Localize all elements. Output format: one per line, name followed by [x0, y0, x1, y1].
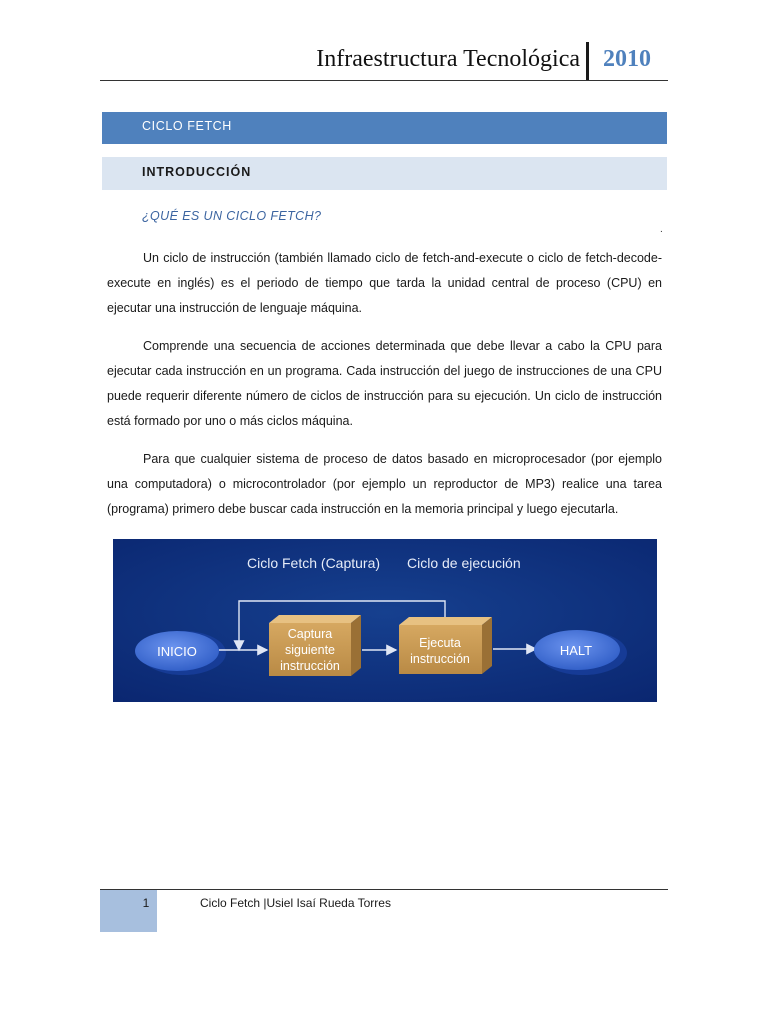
paragraph-3: Para que cualquier sistema de proceso de datos basado en microprocesador (por ejemplo una computadora) o microcontrolador (por ejemplo un reproductor de MP3) realice una tarea (programa) primero debe buscar cada instrucción en la memoria principal y luego ejecutarla.	[107, 452, 662, 516]
section-title-band	[102, 112, 667, 144]
header-rule	[100, 80, 668, 81]
header-year: 2010	[603, 46, 651, 72]
fetch-box-line-1: Captura	[287, 627, 333, 641]
label-fetch-cycle: Ciclo Fetch (Captura)	[247, 555, 381, 571]
execute-box	[399, 617, 492, 674]
fetch-box	[269, 615, 361, 676]
subsection-band	[102, 157, 667, 190]
label-execution-cycle: Ciclo de ejecución	[407, 555, 521, 571]
fetch-cycle-diagram	[113, 539, 657, 702]
start-label: INICIO	[157, 644, 197, 659]
fetch-box-line-2: siguiente	[284, 643, 336, 657]
footer-text: Ciclo Fetch |Usiel Isaí Rueda Torres	[200, 896, 391, 910]
footer-rule	[100, 889, 668, 890]
execute-box-line-1: Ejecuta	[419, 636, 461, 650]
end-label: HALT	[559, 643, 593, 658]
header-separator	[586, 42, 589, 80]
page-number: 1	[142, 896, 150, 910]
question-heading: ¿QUÉ ES UN CICLO FETCH?	[142, 209, 322, 223]
stray-dot: .	[660, 224, 663, 235]
paragraph-1: Un ciclo de instrucción (también llamado ciclo de fetch-and-execute o ciclo de fetch-decode-execute en inglés) es el periodo de tiempo que tarda la unidad central de proceso (CPU) en ejecutar una instrucción de lenguaje máquina.	[107, 251, 662, 315]
header-title: Infraestructura Tecnológica	[316, 46, 580, 72]
section-title: CICLO FETCH	[142, 119, 232, 133]
fetch-box-line-3: instrucción	[280, 659, 340, 673]
execute-box-line-2: instrucción	[410, 652, 470, 666]
diagram-background	[113, 539, 657, 702]
subsection-title: INTRODUCCIÓN	[142, 165, 252, 179]
paragraph-2: Comprende una secuencia de acciones determinada que debe llevar a cabo la CPU para ejecutar cada instrucción en un programa. Cada instrucción del juego de instrucciones de una CPU puede requerir diferente número de ciclos de instrucción para su ejecución. Un ciclo de instrucción está formado por uno o más ciclos máquina.	[107, 339, 662, 428]
